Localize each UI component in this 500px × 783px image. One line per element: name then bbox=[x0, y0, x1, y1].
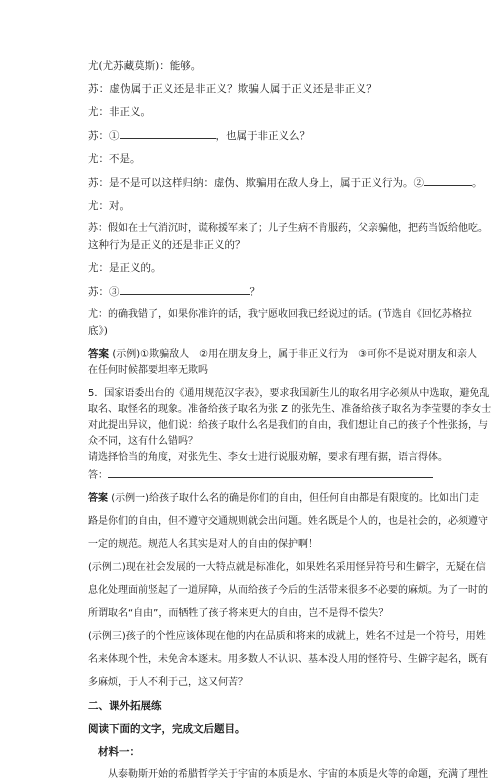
answer-text: 在任何时候都要坦率无欺吗 bbox=[88, 365, 208, 376]
section-heading: 二、课外拓展练 bbox=[88, 700, 162, 712]
answer-text: 一定的规范。规范人名其实是对人的自由的保护啊！ bbox=[88, 539, 318, 550]
material-label: 材料一： bbox=[98, 746, 140, 758]
answer-block-1 bbox=[88, 346, 478, 363]
dialogue-text: 。 bbox=[472, 177, 483, 189]
dialogue-line bbox=[88, 174, 483, 191]
dialogue-text: 苏：① bbox=[88, 130, 120, 142]
question-5-line: 5．国家语委出台的《通用规范汉字表》，要求我国新生儿的取名用字必须从中选取，避免乱 bbox=[88, 388, 490, 399]
answer-text: 所谓取名“自由”，而牺牲了孩子将来更大的自由，岂不是得不偿失？ bbox=[88, 608, 389, 619]
dialogue-text: 苏：是不是可以这样归纳：虚伪、欺骗用在敌人身上，属于正义行为。② bbox=[88, 177, 424, 189]
answer-text: (示例二)现在社会发展的一大特点就是标准化，如果姓名采用怪异符号和生僻字，无疑在信 bbox=[88, 562, 486, 573]
dialogue-line: 尤(尤苏藏莫斯)：能够。 bbox=[88, 60, 202, 72]
question-5-line: 取名、取怪名的现象。准备给孩子取名为张 Z 的张先生、准备给孩子取名为李莹婴的李女士 bbox=[88, 404, 492, 415]
dialogue-line: 苏：假如在士气消沉时，谎称援军来了；儿子生病不肯服药，父亲骗他，把药当饭给他吃。 bbox=[88, 223, 488, 234]
dialogue-line: 尤：对。 bbox=[88, 200, 130, 212]
answer-label: 答案 bbox=[88, 348, 109, 360]
question-5-line: 众不同，这有什么错吗？ bbox=[88, 436, 198, 447]
dialogue-text: 苏：③ bbox=[88, 286, 120, 298]
answer-text: 多麻烦，于人不利于己，这又何苦？ bbox=[88, 677, 248, 688]
answer-block-2 bbox=[88, 491, 479, 507]
dialogue-line: 尤：的确我错了，如果你准许的话，我宁愿收回我已经说过的话。(节选自《回忆苏格拉 bbox=[88, 309, 472, 320]
dialogue-line: 尤：非正义。 bbox=[88, 106, 151, 118]
answer-label: 答案 bbox=[88, 493, 108, 504]
dialogue-line: 底》) bbox=[88, 325, 108, 337]
answer-text: (示例三)孩子的个性应该体现在他的内在品质和将来的成就上，姓名不过是一个符号，用姓 bbox=[88, 631, 486, 642]
answer-blank-4[interactable] bbox=[108, 466, 433, 478]
question-5-line: 请选择恰当的角度，对张先生、李女士进行说服劝解，要求有理有据，语言得体。 bbox=[88, 452, 448, 463]
dialogue-line: 尤：不是。 bbox=[88, 153, 141, 165]
answer-text: 息化处理面前竖起了一道屏障，从而给孩子今后的生活带来很多不必要的麻烦。为了一时的 bbox=[88, 585, 488, 596]
question-5-line: 对此提出异议，他们说：给孩子取什么名是我们的自由，我们想让自己的孩子个性张扬，与 bbox=[88, 420, 488, 431]
dialogue-text: ？ bbox=[249, 286, 260, 298]
section-instruction: 阅读下面的文字，完成文后题目。 bbox=[88, 723, 246, 735]
document-content bbox=[88, 58, 492, 783]
answer-text: (示例一)给孩子取什么名的确是你们的自由，但任何自由都是有限度的。比如出门走 bbox=[111, 493, 479, 504]
material-text: 从泰勒斯开始的希腊哲学关于宇宙的本质是水、宇宙的本质是火等的命题，充满了理性 bbox=[108, 769, 488, 780]
answer-blank-1[interactable] bbox=[120, 127, 216, 139]
answer-text: 路是你们的自由，但不遵守交通规则就会出问题。姓名既是个人的，也是社会的，必须遵守 bbox=[88, 516, 488, 527]
dialogue-line: 尤：是正义的。 bbox=[88, 262, 162, 274]
dialogue-line bbox=[88, 283, 440, 300]
question-5-answer-line bbox=[88, 466, 440, 484]
answer-blank-3[interactable] bbox=[120, 283, 250, 295]
answer-text: (示例)①欺骗敌人 ②用在朋友身上，属于非正义行为 ③可你不是说对朋友和亲人 bbox=[112, 349, 478, 360]
dialogue-line bbox=[88, 127, 440, 144]
dialogue-line: 这种行为是正义的还是非正义的？ bbox=[88, 239, 246, 251]
answer-text: 名来体现个性，未免舍本逐末。用多数人不认识、基本没人用的怪符号、生僻字起名，既有 bbox=[88, 654, 488, 665]
answer-prompt: 答： bbox=[88, 470, 108, 481]
dialogue-line: 苏：虚伪属于正义还是非正义？欺骗人属于正义还是非正义？ bbox=[88, 83, 377, 95]
answer-blank-2[interactable] bbox=[424, 174, 472, 186]
dialogue-text: ，也属于非正义么？ bbox=[215, 130, 310, 142]
